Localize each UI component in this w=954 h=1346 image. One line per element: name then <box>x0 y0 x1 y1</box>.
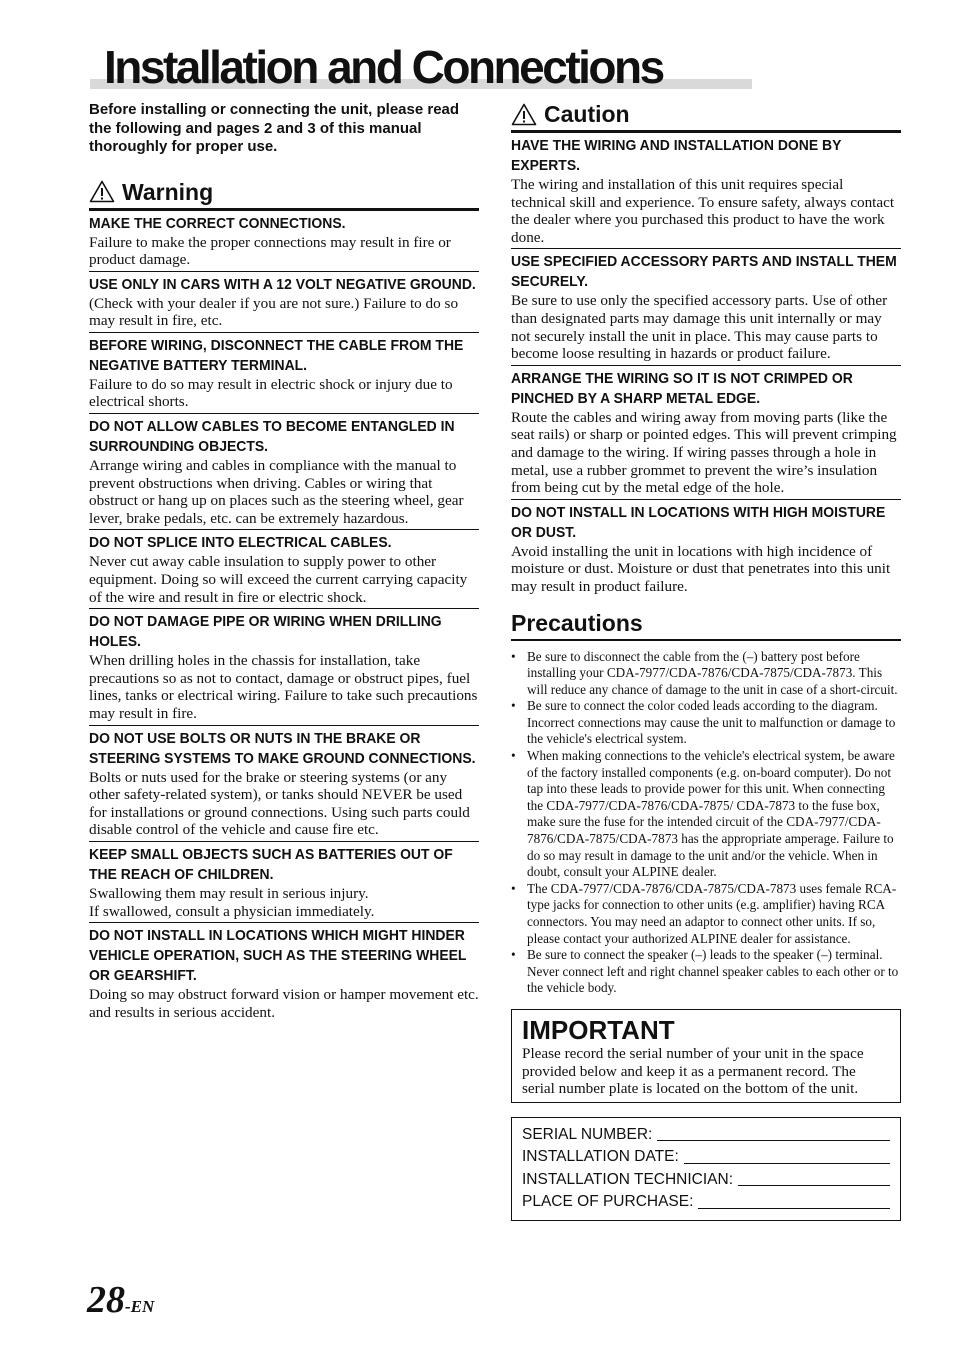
precautions-heading: Precautions <box>511 610 901 641</box>
caution-item <box>511 249 901 365</box>
warning-item-body: Doing so may obstruct forward vision or hamper movement etc. and results in serious accident. <box>89 986 479 1021</box>
caution-item-body: The wiring and installation of this unit requires special technical skill and experience. To ensure safety, always contact the dealer where you purchased this product to have the work done. <box>511 176 895 246</box>
precaution-item: • Be sure to disconnect the cable from the (–) battery post before installing your CDA-7977/CDA-7876/CDA-7875/CDA-7873. This will reduce any chance of damage to the unit in case of a short-circuit. <box>511 649 901 699</box>
left-column <box>89 101 479 1023</box>
serial-record-box <box>511 1117 901 1221</box>
precaution-item: • The CDA-7977/CDA-7876/CDA-7875/CDA-7873 uses female RCA-type jacks for connection to other units (e.g. amplifier) having RCA connectors. You may need an adaptor to connect other units. If so, please contact your authorized ALPINE dealer for assistance. <box>511 881 901 947</box>
page-title: Installation and Connections <box>104 41 663 93</box>
important-heading: IMPORTANT <box>522 1014 675 1045</box>
warning-item-body: Never cut away cable insulation to supply power to other equipment. Doing so will exceed the current carrying capacity of the wire and result in fire or electric shock. <box>89 553 468 606</box>
warning-heading <box>89 179 479 211</box>
caution-item <box>511 133 901 249</box>
warning-item-heading: BEFORE WIRING, DISCONNECT THE CABLE FROM THE NEGATIVE BATTERY TERMINAL. <box>89 336 464 374</box>
intro-text: Before installing or connecting the unit, please read the following and pages 2 and 3 of this manual thoroughly for proper use. <box>89 101 460 155</box>
serial-number-blank <box>657 1140 890 1141</box>
caution-item-body: Be sure to use only the specified accessory parts. Use of other than designated parts may damage this unit internally or may not securely install the unit in place. This may cause parts to become loose resulting in hazards or product failure. <box>511 292 888 363</box>
warning-item-heading: DO NOT SPLICE INTO ELECTRICAL CABLES. <box>89 534 392 552</box>
warning-item <box>89 333 479 414</box>
warning-list <box>89 211 479 1024</box>
warning-heading-label: Warning <box>122 178 214 205</box>
caution-item-body: Route the cables and wiring away from moving parts (like the seat rails) or sharp or pointed edges. This will prevent crimping and damage to the wiring. If wiring passes through a hole in metal, use a rubber grommet to prevent the wire’s insulation from being cut by the metal edge of the hole. <box>511 408 897 497</box>
warning-item-heading: DO NOT USE BOLTS OR NUTS IN THE BRAKE OR STEERING SYSTEMS TO MAKE GROUND CONNECTIONS. <box>89 729 476 767</box>
caution-item-heading: HAVE THE WIRING AND INSTALLATION DONE BY EXPERTS. <box>511 137 842 174</box>
place-of-purchase-row <box>522 1191 890 1214</box>
page-number <box>87 1281 154 1319</box>
warning-item <box>89 211 479 272</box>
warning-item-body: (Check with your dealer if you are not sure.) Failure to do so may result in fire, etc. <box>89 294 459 330</box>
warning-item-heading: MAKE THE CORRECT CONNECTIONS. <box>89 214 346 232</box>
warning-item-body: Bolts or nuts used for the brake or steering systems (or any other safety-related system), or tanks should NEVER be used for installations or ground connections. Using such parts could disable control of the vehicle and cause fire etc. <box>89 768 470 839</box>
page-number-suffix: -EN <box>125 1297 155 1316</box>
serial-number-row <box>522 1124 890 1147</box>
important-body: Please record the serial number of your unit in the space provided below and keep it as a permanent record. The serial number plate is located on the bottom of the unit. <box>522 1044 864 1098</box>
important-box <box>511 1009 901 1103</box>
warning-item-heading: DO NOT ALLOW CABLES TO BECOME ENTANGLED IN SURROUNDING OBJECTS. <box>89 418 455 456</box>
precaution-item: • When making connections to the vehicle's electrical system, be aware of the factory installed components (e.g. on-board computer). Do not tap into these leads to provide power for this unit. When connecting the CDA-7977/CDA-7876/CDA-7875/ CDA-7873 to the fuse box, make sure the fuse for the intended circuit of the CDA-7977/CDA-7876/CDA-7875/CDA-7873 has the appropriate amperage. Failure to do so may result in damage to the unit and/or the vehicle. When in doubt, consult your ALPINE dealer. <box>511 748 901 881</box>
warning-item-body: Arrange wiring and cables in compliance with the manual to prevent obstructions when driving. Cables or wiring that obstruct or hang up on places such as the steering wheel, gear lever, brake pedals, etc. can be extremely hazardous. <box>89 457 464 527</box>
serial-number-label: SERIAL NUMBER: <box>522 1125 653 1143</box>
warning-item-body: Failure to make the proper connections may result in fire or product damage. <box>89 233 451 269</box>
warning-item <box>89 923 479 1023</box>
installation-date-label: INSTALLATION DATE: <box>522 1148 679 1166</box>
installation-technician-blank <box>738 1185 890 1186</box>
warning-item <box>89 272 479 333</box>
warning-item-heading: DO NOT DAMAGE PIPE OR WIRING WHEN DRILLING HOLES. <box>89 613 442 651</box>
caution-heading-label: Caution <box>544 101 630 127</box>
installation-technician-label: INSTALLATION TECHNICIAN: <box>522 1170 734 1188</box>
place-of-purchase-blank <box>698 1208 890 1209</box>
place-of-purchase-label: PLACE OF PURCHASE: <box>522 1193 694 1211</box>
warning-item-body: Failure to do so may result in electric shock or injury due to electrical shorts. <box>89 375 453 411</box>
right-column <box>511 101 901 1221</box>
caution-item <box>511 366 901 500</box>
page-number-value: 28 <box>87 1279 125 1321</box>
caution-item-heading: ARRANGE THE WIRING SO IT IS NOT CRIMPED OR PINCHED BY A SHARP METAL EDGE. <box>511 369 853 407</box>
caution-item-heading: USE SPECIFIED ACCESSORY PARTS AND INSTALL THEM SECURELY. <box>511 253 897 291</box>
warning-item-heading: KEEP SMALL OBJECTS SUCH AS BATTERIES OUT OF THE REACH OF CHILDREN. <box>89 845 453 883</box>
caution-item-heading: DO NOT INSTALL IN LOCATIONS WITH HIGH MOISTURE OR DUST. <box>511 503 886 541</box>
warning-item-heading: DO NOT INSTALL IN LOCATIONS WHICH MIGHT HINDER VEHICLE OPERATION, SUCH AS THE STEERING WHEEL OR GEARSHIFT. <box>89 927 467 985</box>
warning-item-heading: USE ONLY IN CARS WITH A 12 VOLT NEGATIVE GROUND. <box>89 275 476 293</box>
warning-item <box>89 530 479 609</box>
caution-item-body: Avoid installing the unit in locations with high incidence of moisture or dust. Moisture or dust that penetrates into this unit may result in product failure. <box>511 542 891 595</box>
caution-heading <box>511 101 901 133</box>
caution-triangle-icon <box>511 103 537 126</box>
warning-item-body: Swallowing them may result in serious injury. If swallowed, consult a physician immediately. <box>89 884 375 920</box>
installation-date-row <box>522 1146 890 1169</box>
warning-item <box>89 414 479 530</box>
precaution-item: • Be sure to connect the color coded leads according to the diagram. Incorrect connections may cause the unit to malfunction or damage to the vehicle's electrical system. <box>511 698 901 748</box>
caution-item <box>511 500 901 598</box>
precautions-list <box>511 649 901 997</box>
warning-item <box>89 842 479 923</box>
caution-list <box>511 133 901 598</box>
installation-technician-row <box>522 1169 890 1192</box>
warning-triangle-icon <box>89 180 115 203</box>
warning-item-body: When drilling holes in the chassis for installation, take precautions so as not to contact, damage or obstruct pipes, fuel lines, tanks or electrical wiring. Failure to take such precautions may result in fire. <box>89 652 478 722</box>
warning-item <box>89 609 479 725</box>
precaution-item: • Be sure to connect the speaker (–) leads to the speaker (–) terminal. Never connect left and right channel speaker cables to each other or to the vehicle body. <box>511 947 901 997</box>
warning-item <box>89 726 479 842</box>
installation-date-blank <box>684 1163 890 1164</box>
